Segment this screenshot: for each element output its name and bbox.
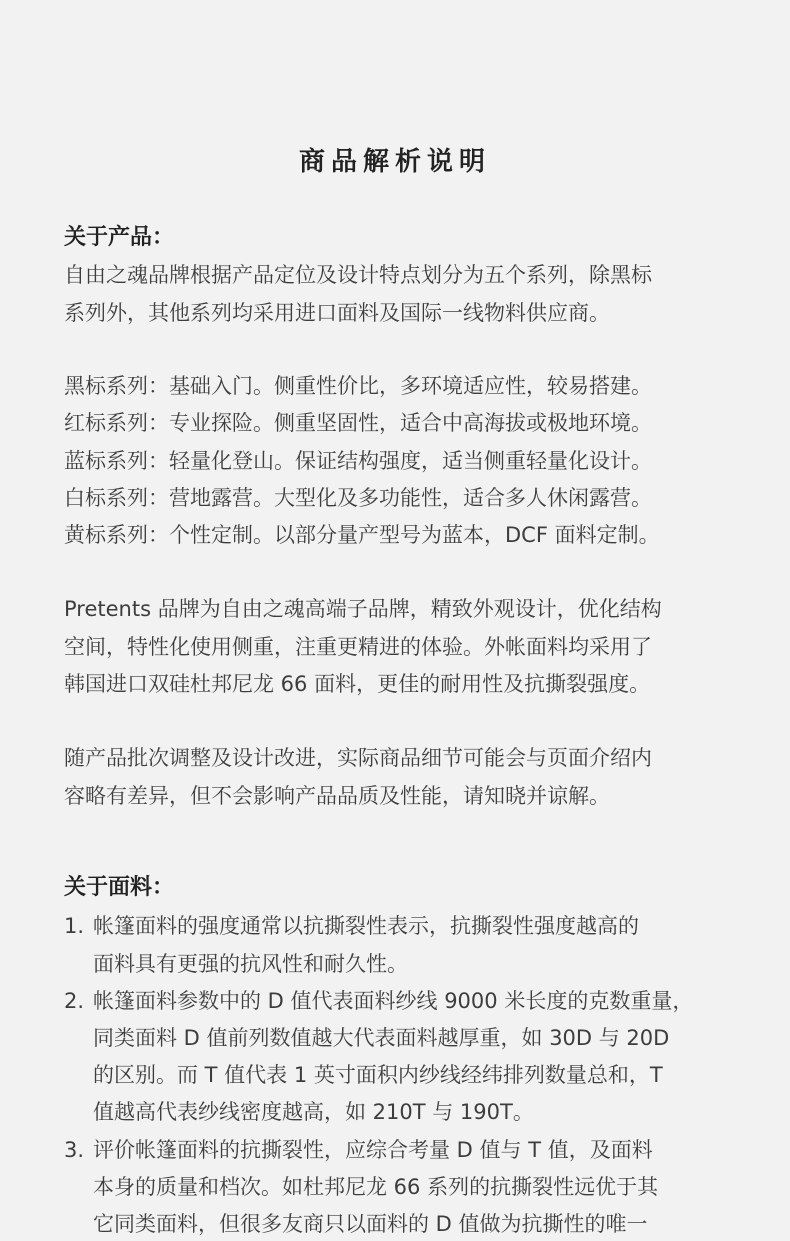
list-item-number: 3. <box>64 1138 85 1162</box>
page-title: 商品解析说明 <box>298 147 491 177</box>
list-item-line: 本身的质量和档次。如杜邦尼龙 66 系列的抗撕裂性远优于其 <box>93 1175 659 1199</box>
pretents-line: 空间，特性化使用侧重，注重更精进的体验。外帐面料均采用了 <box>64 635 652 659</box>
series-red: 红标系列：专业探险。侧重坚固性，适合中高海拔或极地环境。 <box>64 411 652 435</box>
series-black: 黑标系列：基础入门。侧重性价比，多环境适应性，较易搭建。 <box>64 374 652 398</box>
product-intro-line: 自由之魂品牌根据产品定位及设计特点划分为五个系列，除黑标 <box>64 263 652 287</box>
list-item-number: 1. <box>64 914 85 938</box>
list-item-line: 帐篷面料的强度通常以抗撕裂性表示，抗撕裂性强度越高的 <box>93 914 639 938</box>
series-blue: 蓝标系列：轻量化登山。保证结构强度，适当侧重轻量化设计。 <box>64 449 652 473</box>
section-heading-fabric: 关于面料： <box>64 875 175 900</box>
list-item-line: 同类面料 D 值前列数值越大代表面料越厚重，如 30D 与 20D <box>93 1026 670 1050</box>
notice-line: 随产品批次调整及设计改进，实际商品细节可能会与页面介绍内 <box>64 746 652 770</box>
pretents-line: 韩国进口双硅杜邦尼龙 66 面料，更佳的耐用性及抗撕裂强度。 <box>64 672 651 696</box>
series-white: 白标系列：营地露营。大型化及多功能性，适合多人休闲露营。 <box>64 486 652 510</box>
pretents-line: Pretents 品牌为自由之魂高端子品牌，精致外观设计，优化结构 <box>64 597 662 621</box>
product-intro-line: 系列外，其他系列均采用进口面料及国际一线物料供应商。 <box>64 301 610 325</box>
list-item-line: 帐篷面料参数中的 D 值代表面料纱线 9000 米长度的克数重量， <box>93 989 694 1013</box>
list-item-number: 2. <box>64 989 85 1013</box>
notice-line: 容略有差异，但不会影响产品品质及性能，请知晓并谅解。 <box>64 784 610 808</box>
section-heading-product: 关于产品： <box>64 225 175 250</box>
list-item-line: 评价帐篷面料的抗撕裂性，应综合考量 D 值与 T 值，及面料 <box>93 1138 653 1162</box>
list-item-line: 它同类面料，但很多友商只以面料的 D 值做为抗撕性的唯一 <box>93 1212 648 1236</box>
series-yellow: 黄标系列：个性定制。以部分量产型号为蓝本，DCF 面料定制。 <box>64 523 660 547</box>
list-item-line: 值越高代表纱线密度越高，如 210T 与 190T。 <box>93 1100 534 1124</box>
list-item-line: 的区别。而 T 值代表 1 英寸面积内纱线经纬排列数量总和，T <box>93 1063 663 1087</box>
list-item-line: 面料具有更强的抗风性和耐久性。 <box>93 952 408 976</box>
